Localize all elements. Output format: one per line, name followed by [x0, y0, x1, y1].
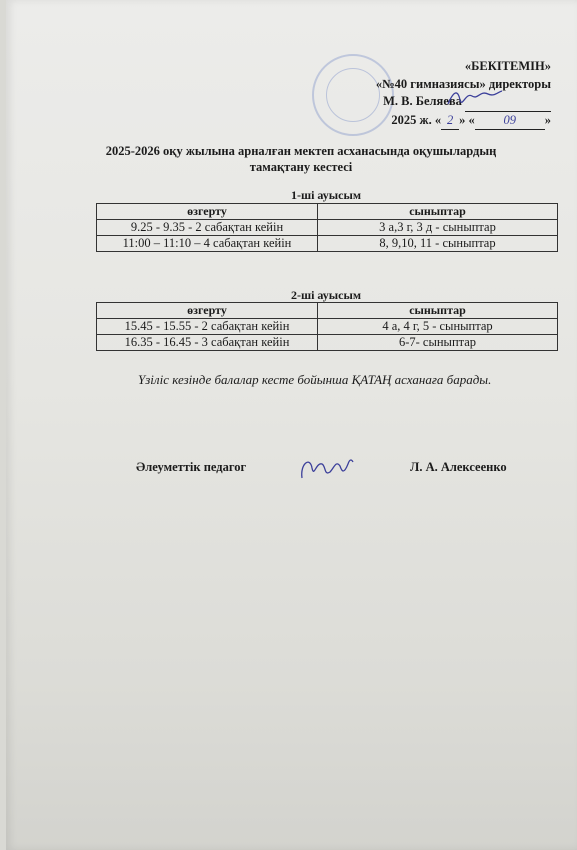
director-signature: [444, 86, 504, 110]
column-header: сыныптар: [318, 303, 558, 319]
document-page: [6, 0, 577, 850]
signatory-role: Әлеуметтік педагог: [136, 460, 247, 474]
title-line-1: 2025-2026 оқу жылына арналған мектеп асханасында оқушылардың: [105, 144, 497, 158]
shift1-title: 1-ші ауысым: [290, 188, 362, 202]
date-month: 09: [475, 112, 545, 131]
director-name: М. В. Беляева: [383, 94, 462, 108]
approval-heading: «БЕКІТЕМІН»: [464, 59, 551, 73]
table-header-row: [97, 303, 558, 319]
table-row: [97, 236, 558, 252]
date-suffix: »: [544, 112, 551, 127]
column-header: өзгерту: [97, 204, 318, 220]
handwritten-signature: [296, 450, 356, 486]
date-day: 2: [441, 112, 459, 131]
approval-position: «№40 гимназиясы» директоры: [375, 76, 551, 91]
table-cell: 16.35 - 16.45 - 3 сабақтан кейін: [97, 335, 318, 351]
table-row: [97, 220, 558, 236]
table-row: [97, 335, 558, 351]
column-header: сыныптар: [318, 204, 558, 220]
table-row: [97, 319, 558, 335]
shift2-table: [96, 302, 558, 351]
table-header-row: [97, 204, 558, 220]
table-cell: 11:00 – 11:10 – 4 сабақтан кейін: [97, 236, 318, 252]
table-cell: 3 а,3 г, 3 д - сыныптар: [318, 220, 558, 236]
column-header: өзгерту: [97, 303, 318, 319]
approval-block: [301, 58, 551, 130]
table-cell: 8, 9,10, 11 - сыныптар: [318, 236, 558, 252]
table-cell: 6-7- сыныптар: [318, 335, 558, 351]
document-title: [76, 143, 526, 175]
shift1-table: [96, 203, 558, 252]
date-prefix: 2025 ж. «: [391, 112, 442, 127]
shift2-title: 2-ші ауысым: [290, 288, 362, 302]
cafeteria-note: Үзіліс кезінде балалар кесте бойынша ҚАТАҢ асханаға барады.: [138, 372, 492, 387]
table-cell: 9.25 - 9.35 - 2 сабақтан кейін: [97, 220, 318, 236]
approval-director-line: [301, 93, 551, 112]
approval-date: [301, 112, 551, 131]
table-cell: 15.45 - 15.55 - 2 сабақтан кейін: [97, 319, 318, 335]
date-mid: » «: [459, 112, 475, 127]
signatory-name: Л. А. Алексеенко: [410, 460, 507, 474]
table-cell: 4 а, 4 г, 5 - сыныптар: [318, 319, 558, 335]
title-line-2: тамақтану кестесі: [249, 160, 353, 174]
